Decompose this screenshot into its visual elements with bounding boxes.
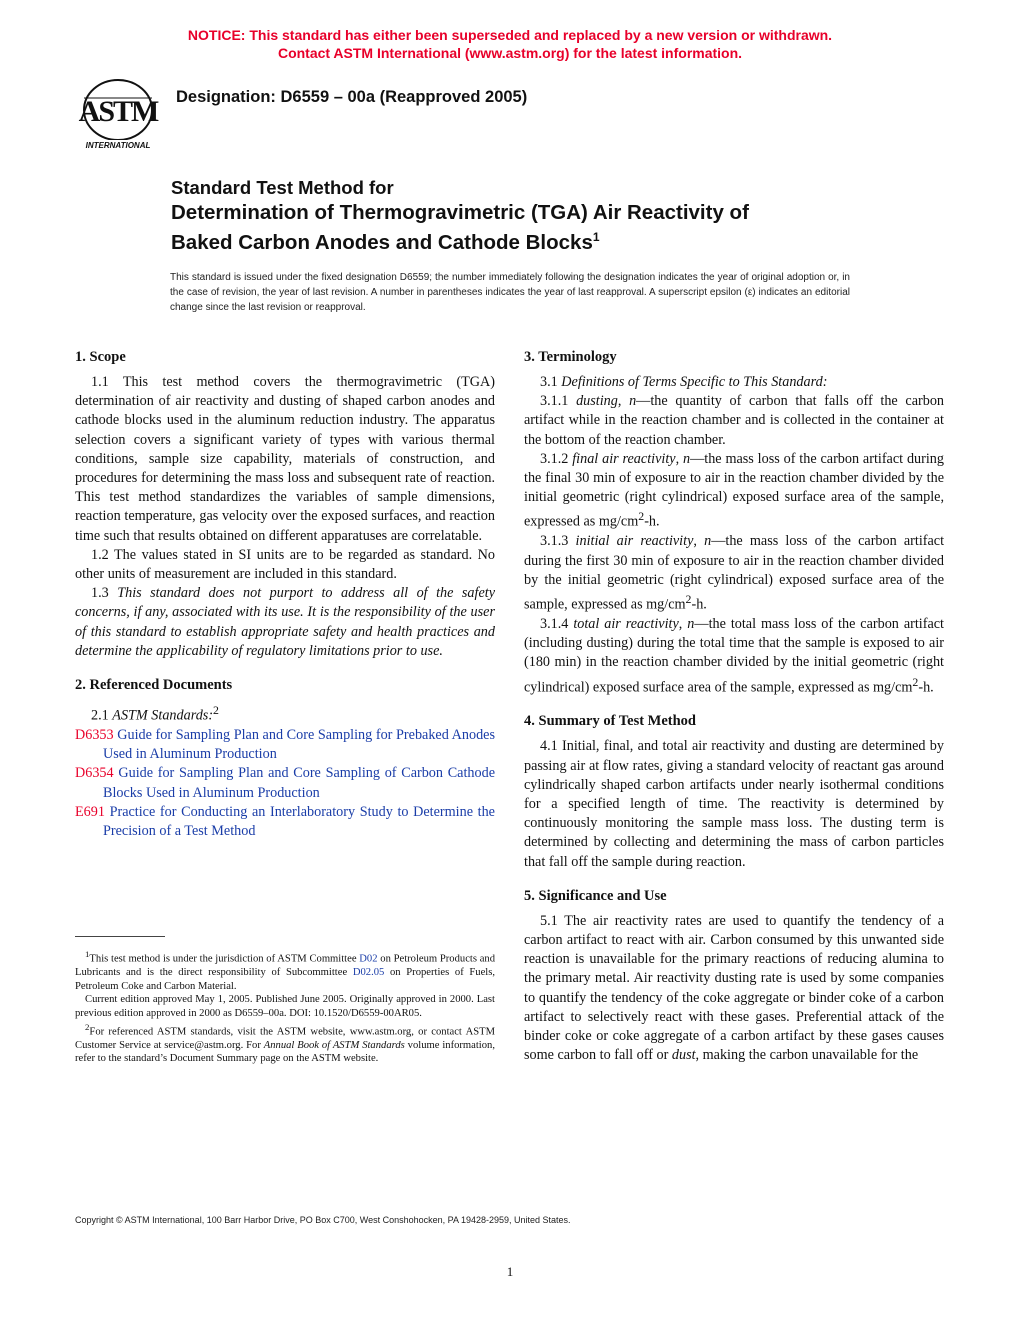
- def-term: total air reactivity: [573, 615, 679, 632]
- footnote-1-text-c: on Properties of Fuels, Petroleum Coke and Carbon Material.: [75, 967, 496, 992]
- def-num: 3.1.3: [540, 533, 576, 550]
- def-text: —the total mass loss of the carbon artifact (including dusting) during the total time that the sample is exposed to air (180 min) in the reaction chamber divided by the initial geometric (right cylindrical) exposed surface area of the sample, expressed as mg/cm: [524, 615, 945, 696]
- footnotes: [75, 948, 495, 1066]
- footnote-2-text-a: For referenced ASTM standards, visit the ASTM website, www.astm.org, or contact ASTM Customer Service at service@astm.org. For: [75, 1026, 495, 1051]
- definition-dusting: [524, 392, 944, 450]
- def-sep: ,: [678, 615, 688, 632]
- logo-letters: ASTM: [78, 95, 158, 128]
- paragraph-2-1-num: 2.1: [91, 707, 113, 724]
- section-terminology: [524, 347, 944, 697]
- section-scope: [75, 347, 495, 661]
- title-line-3: [171, 225, 749, 255]
- def-text: —the mass loss of the carbon artifact during the first 30 min of exposure to air in the reaction chamber divided by the initial geometric (right cylindrical) exposed surface area of the sample, expressed as mg/cm: [524, 533, 945, 613]
- def-text: —the quantity of carbon that falls off the carbon artifact while in the reaction chamber and is collected in the container at the bottom of the reaction chamber.: [524, 393, 945, 448]
- refs-heading: 2. Referenced Documents: [75, 677, 233, 694]
- footnote-1-mark: 1: [85, 949, 90, 959]
- reference-link[interactable]: [75, 764, 495, 802]
- subcommittee-link[interactable]: D02.05: [352, 967, 385, 979]
- paragraph-5-1-italic: dust: [671, 1047, 696, 1064]
- reference-code[interactable]: E691: [75, 803, 105, 820]
- reference-code[interactable]: D6353: [75, 726, 114, 743]
- issued-note: This standard is issued under the fixed designation D6559; the number immediately following the designation indicates the year of original adoption or, in the case of revision, the year of last revision. A number in parentheses indicates the year of last reapproval. A superscript epsilon (ε) indicates an editorial change since the last revision or reapproval.: [170, 272, 850, 313]
- definition-final-air-reactivity: [524, 450, 944, 533]
- paragraph-2-1: [75, 701, 495, 726]
- paragraph-1-3-text: This standard does not purport to address all of the safety concerns, if any, associated with its use. It is the responsibility of the user of this standard to establish appropriate safety and health practices and determine the applicability of regulatory limitations prior to use.: [75, 585, 495, 659]
- title-line-2: Determination of Thermogravimetric (TGA) Air Reactivity of: [171, 201, 749, 224]
- def-sep: ,: [693, 533, 705, 550]
- def-tail: -h.: [644, 514, 660, 531]
- footnote-1-text-a: This test method is under the jurisdiction of ASTM Committee: [89, 953, 360, 965]
- def-sep: ,: [675, 450, 683, 467]
- def-unit-sup: 2: [638, 509, 645, 524]
- document-title: [171, 176, 749, 255]
- def-tail: -h.: [691, 596, 707, 613]
- reference-title[interactable]: Guide for Sampling Plan and Core Sampling for Prebaked Anodes Used in Aluminum Production: [103, 726, 495, 763]
- paragraph-3-1-label: Definitions of Terms Specific to This Standard:: [561, 374, 828, 390]
- significance-heading: 5. Significance and Use: [524, 887, 667, 904]
- def-pos: n: [682, 450, 691, 467]
- title-line-1: Standard Test Method for: [171, 177, 394, 198]
- paragraph-3-1: [524, 373, 944, 392]
- reference-link[interactable]: [75, 726, 495, 764]
- paragraph-2-1-sup: 2: [213, 703, 219, 718]
- section-referenced-documents: [75, 675, 495, 841]
- title-footnote-mark: 1: [592, 230, 600, 244]
- reference-list: [75, 726, 495, 841]
- committee-link[interactable]: D02: [359, 953, 378, 965]
- terminology-heading: 3. Terminology: [524, 349, 617, 365]
- paragraph-5-1: [524, 912, 944, 1066]
- def-pos: n: [629, 393, 637, 410]
- footnote-2-italic: Annual Book of ASTM Standards: [263, 1039, 405, 1051]
- paragraph-4-1: 4.1 Initial, final, and total air reactivity and dusting are determined by passing air at flow rates, giving a standard velocity of reactant gas around cylindrically shaped carbon artifacts under nearly isothermal conditions for a specified length of time. The reactivity is determined by continuously monitoring the sample mass loss. The dusting term is determined by collecting and determining the mass of carbon particles that fall off the sample during reaction.: [524, 738, 944, 870]
- reference-link[interactable]: [75, 803, 495, 841]
- footnote-1-text-b: on Petroleum Products and Lubricants and is the direct responsibility of Subcommittee: [75, 953, 495, 979]
- page-number: 1: [506, 1264, 514, 1279]
- right-column: [524, 347, 944, 1080]
- scope-heading: 1. Scope: [75, 349, 126, 365]
- def-num: 3.1.4: [540, 615, 574, 632]
- paragraph-5-1-a: 5.1 The air reactivity rates are used to quantify the tendency of a carbon artifact to react with air. Carbon consumed by this unwanted side reaction is unavailable for the primary reactions of reducing alumina to the primary metal. Air reactivity dusting rate is used by some companies to quantify the tendency of the coke aggregate or binder coke of a carbon artifact to selectively react with these gases. Preferential attack of the binder coke or coke aggregate of a carbon artifact by these gases causes some carbon to fall off or: [524, 912, 944, 1064]
- paragraph-1-2: 1.2 The values stated in SI units are to be regarded as standard. No other units of measurement are included in this standard.: [75, 546, 495, 583]
- paragraph-1-3: [75, 584, 495, 661]
- def-unit-sup: 2: [912, 674, 919, 689]
- paragraph-3-1-num: 3.1: [540, 374, 562, 390]
- paragraph-1-1: 1.1 This test method covers the thermogravimetric (TGA) determination of air reactivity and dusting of shaped carbon anodes and cathode blocks used in the aluminum reduction industry. The apparatus selection covers a significant variety of types with various thermal conditions, sample size capability, materials of construction, and procedures for determining the mass loss and subsequent rate of reaction. This test method standardizes the variables of sample dimensions, reaction temperature, gas velocity over the exposed surfaces, and reaction time such that results obtained on different apparatuses are correlatable.: [75, 374, 495, 544]
- def-term: final air reactivity: [572, 450, 676, 467]
- def-pos: n: [704, 533, 712, 550]
- def-term: initial air reactivity: [575, 533, 694, 550]
- paragraph-1-3-num: 1.3: [91, 585, 118, 602]
- title-line-3-text: Baked Carbon Anodes and Cathode Blocks: [171, 230, 593, 254]
- astm-logo: [74, 76, 162, 154]
- def-num: 3.1.1: [540, 393, 577, 410]
- left-column: [75, 347, 495, 855]
- section-summary: [524, 711, 944, 871]
- notice-line-2: Contact ASTM International (www.astm.org) for the latest information.: [277, 45, 743, 61]
- summary-heading: 4. Summary of Test Method: [524, 713, 696, 730]
- logo-subtitle: INTERNATIONAL: [85, 141, 151, 150]
- def-text: —the mass loss of the carbon artifact during the final 30 min of exposure to air in the reaction chamber divided by the initial geometric (right cylindrical) exposed surface area of the sample, expressed as mg/cm: [524, 450, 944, 531]
- footnote-2-mark: 2: [85, 1021, 90, 1032]
- footnote-1-edition: Current edition approved May 1, 2005. Published June 2005. Originally approved in 2000. Last previous edition approved in 2000 as D6559–00a. DOI: 10.1520/D6559-00AR05.: [75, 994, 495, 1019]
- reference-title[interactable]: Practice for Conducting an Interlaboratory Study to Determine the Precision of a Test Method: [103, 803, 495, 839]
- def-unit-sup: 2: [685, 591, 692, 606]
- designation: Designation: D6559 – 00a (Reapproved 2005): [176, 88, 528, 106]
- def-sep: ,: [617, 393, 630, 410]
- def-pos: n: [687, 615, 695, 632]
- notice-line-1: NOTICE: This standard has either been superseded and replaced by a new version or withdrawn.: [187, 27, 833, 43]
- footnote-2-text-b: volume information, refer to the standard’s Document Summary page on the ASTM website.: [75, 1039, 495, 1065]
- def-num: 3.1.2: [540, 450, 573, 467]
- def-term: dusting: [576, 393, 618, 410]
- section-significance: [524, 886, 944, 1066]
- footnote-rule: [75, 936, 165, 937]
- footnote-2: [75, 1021, 495, 1066]
- withdrawal-notice: [0, 26, 1020, 62]
- reference-title[interactable]: Guide for Sampling Plan and Core Sampling of Carbon Cathode Blocks Used in Aluminum Production: [103, 765, 495, 801]
- footnote-1: [75, 948, 495, 993]
- definition-initial-air-reactivity: [524, 532, 944, 615]
- astm-logo-icon: [74, 76, 162, 154]
- definition-total-air-reactivity: [524, 615, 944, 698]
- copyright: Copyright © ASTM International, 100 Barr Harbor Drive, PO Box C700, West Conshohocken, PA 19428-2959, United States.: [75, 1215, 571, 1225]
- paragraph-5-1-b: , making the carbon unavailable for the: [695, 1047, 919, 1064]
- paragraph-2-1-label: ASTM Standards:: [112, 707, 214, 724]
- def-tail: -h.: [918, 679, 934, 696]
- reference-code[interactable]: D6354: [75, 765, 114, 782]
